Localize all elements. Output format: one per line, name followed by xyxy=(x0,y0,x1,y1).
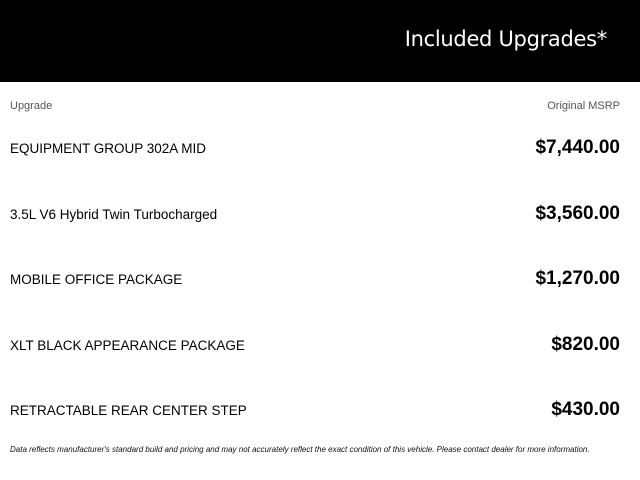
upgrade-price: $3,560.00 xyxy=(535,202,620,224)
msrp-column-header: Original MSRP xyxy=(547,100,620,112)
upgrade-name: 3.5L V6 Hybrid Twin Turbocharged xyxy=(10,206,218,222)
list-item xyxy=(0,246,640,312)
upgrades-list xyxy=(0,115,640,443)
list-item xyxy=(0,377,640,443)
upgrade-column-header: Upgrade xyxy=(10,100,53,112)
upgrade-price: $820.00 xyxy=(551,333,620,355)
disclaimer-text: Data reflects manufacturer's standard build and pricing and may not accurately reflect the exact condition of this vehicle. Please contact dealer for more information. xyxy=(10,445,590,454)
list-item xyxy=(0,181,640,247)
upgrade-price: $430.00 xyxy=(551,399,620,420)
list-item xyxy=(0,312,640,378)
upgrade-name: XLT BLACK APPEARANCE PACKAGE xyxy=(10,337,245,353)
upgrade-price: $1,270.00 xyxy=(535,268,620,289)
upgrade-price: $7,440.00 xyxy=(535,137,620,158)
list-item xyxy=(0,115,640,181)
upgrade-name: EQUIPMENT GROUP 302A MID xyxy=(10,141,207,156)
page-title: Included Upgrades* xyxy=(404,27,607,51)
header-banner xyxy=(0,0,640,82)
upgrade-name: MOBILE OFFICE PACKAGE xyxy=(10,272,183,287)
upgrade-name: RETRACTABLE REAR CENTER STEP xyxy=(10,403,247,418)
